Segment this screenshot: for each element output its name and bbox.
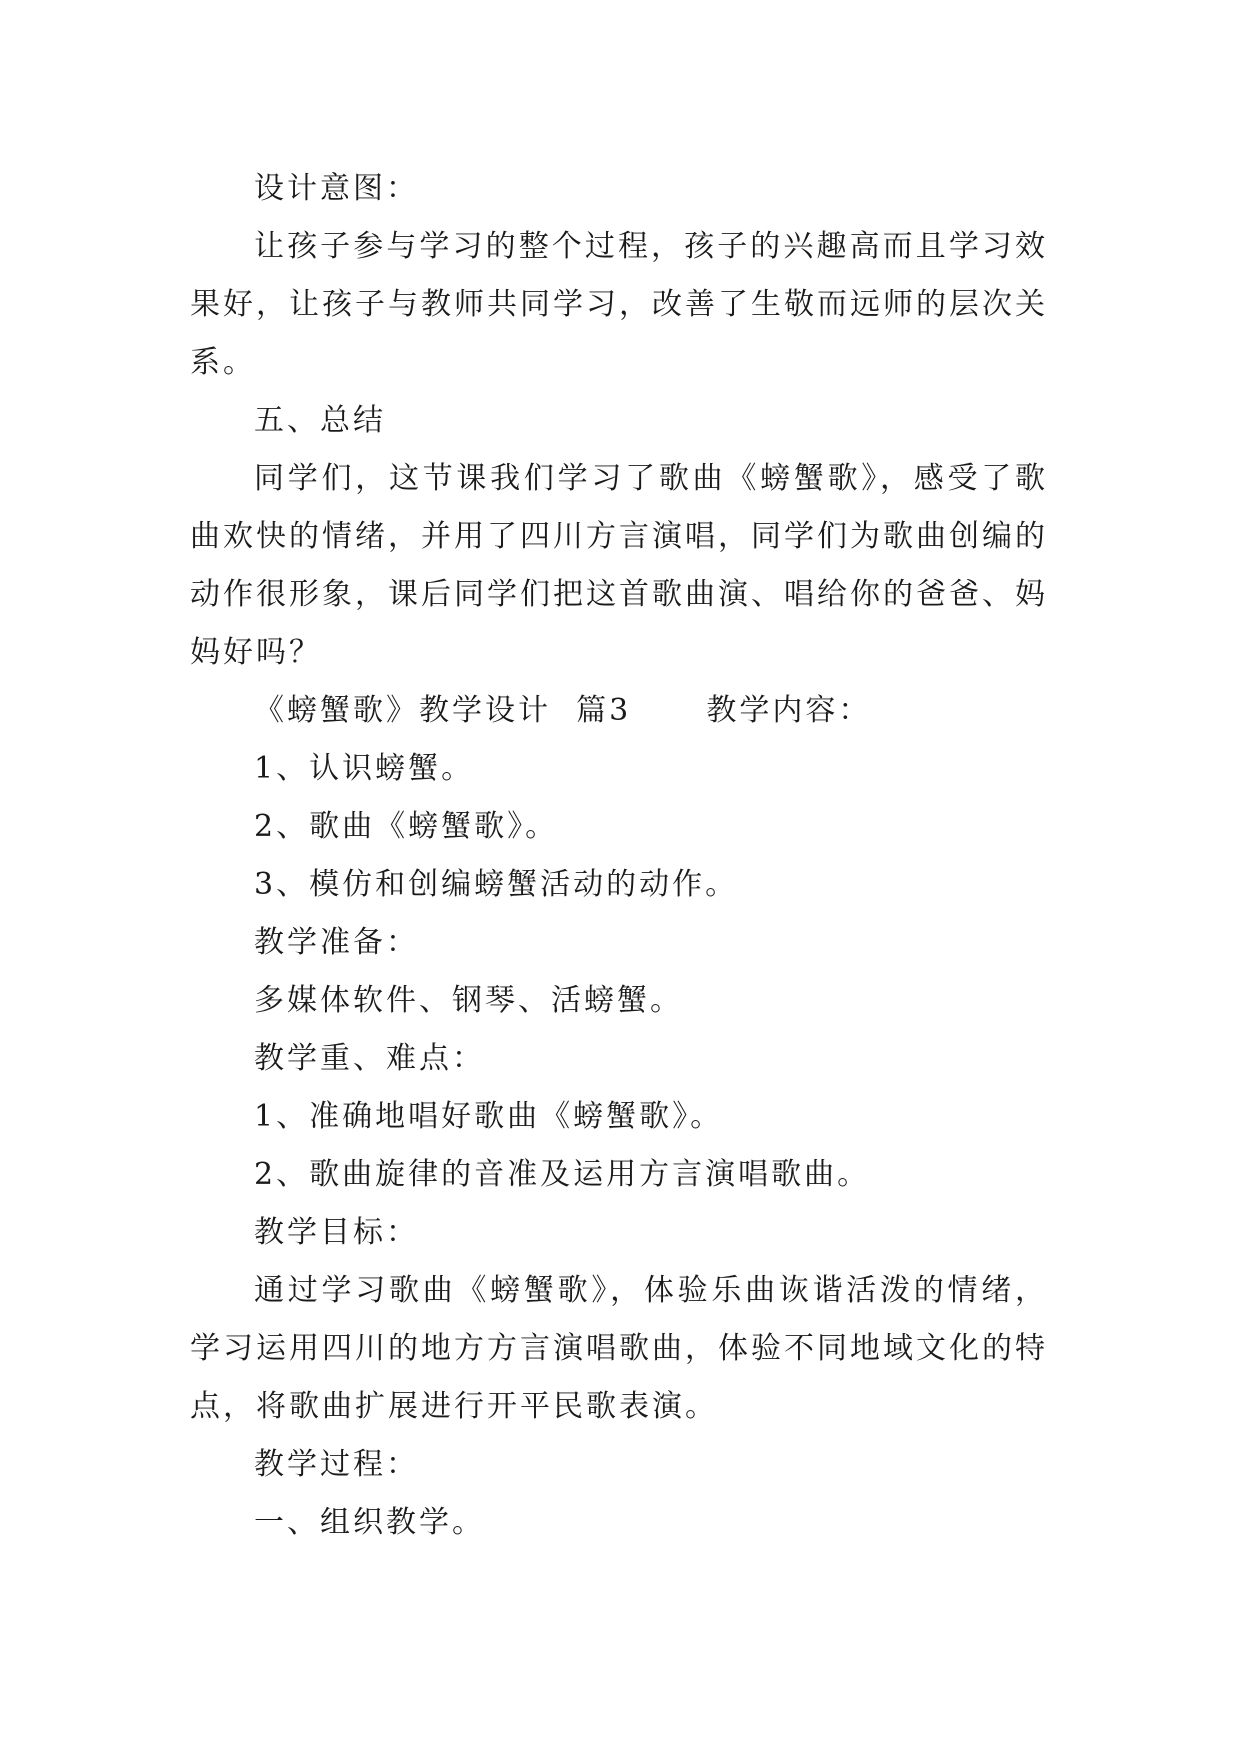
paragraph-key-point-1: 1、准确地唱好歌曲《螃蟹歌》。: [254, 1099, 724, 1134]
paragraph-objectives-heading: 教学目标：: [254, 1215, 419, 1250]
document-body: [190, 160, 1048, 1552]
paragraph-design-intent-heading: 设计意图：: [254, 171, 419, 206]
paragraph-content-item-3: 3、模仿和创编螃蟹活动的动作。: [254, 867, 739, 902]
paragraph-design-intent-body: 让孩子参与学习的整个过程，孩子的兴趣高而且学习效果好，让孩子与教师共同学习，改善了生敬而远师的层次关系。: [190, 229, 1048, 380]
paragraph-preparation-heading: 教学准备：: [254, 925, 419, 960]
paragraph-summary-heading: 五、总结: [254, 403, 386, 438]
paragraph-process-step-1: 一、组织教学。: [254, 1505, 485, 1540]
paragraph-summary-body: 同学们，这节课我们学习了歌曲《螃蟹歌》，感受了歌曲欢快的情绪，并用了四川方言演唱，同学们为歌曲创编的动作很形象，课后同学们把这首歌曲演、唱给你的爸爸、妈妈好吗？: [190, 461, 1048, 670]
paragraph-process-heading: 教学过程：: [254, 1447, 419, 1482]
paragraph-content-item-2: 2、歌曲《螃蟹歌》。: [254, 809, 559, 844]
paragraph-content-item-1: 1、认识螃蟹。: [254, 751, 475, 786]
paragraph-objectives-body: 通过学习歌曲《螃蟹歌》，体验乐曲诙谐活泼的情绪，学习运用四川的地方方言演唱歌曲，体验不同地域文化的特点，将歌曲扩展进行开平民歌表演。: [190, 1273, 1048, 1424]
paragraph-section-title: 《螃蟹歌》教学设计 篇3 教学内容：: [254, 693, 872, 728]
paragraph-key-points-heading: 教学重、难点：: [254, 1041, 485, 1076]
paragraph-preparation-body: 多媒体软件、钢琴、活螃蟹。: [254, 983, 683, 1018]
paragraph-key-point-2: 2、歌曲旋律的音准及运用方言演唱歌曲。: [254, 1157, 871, 1192]
